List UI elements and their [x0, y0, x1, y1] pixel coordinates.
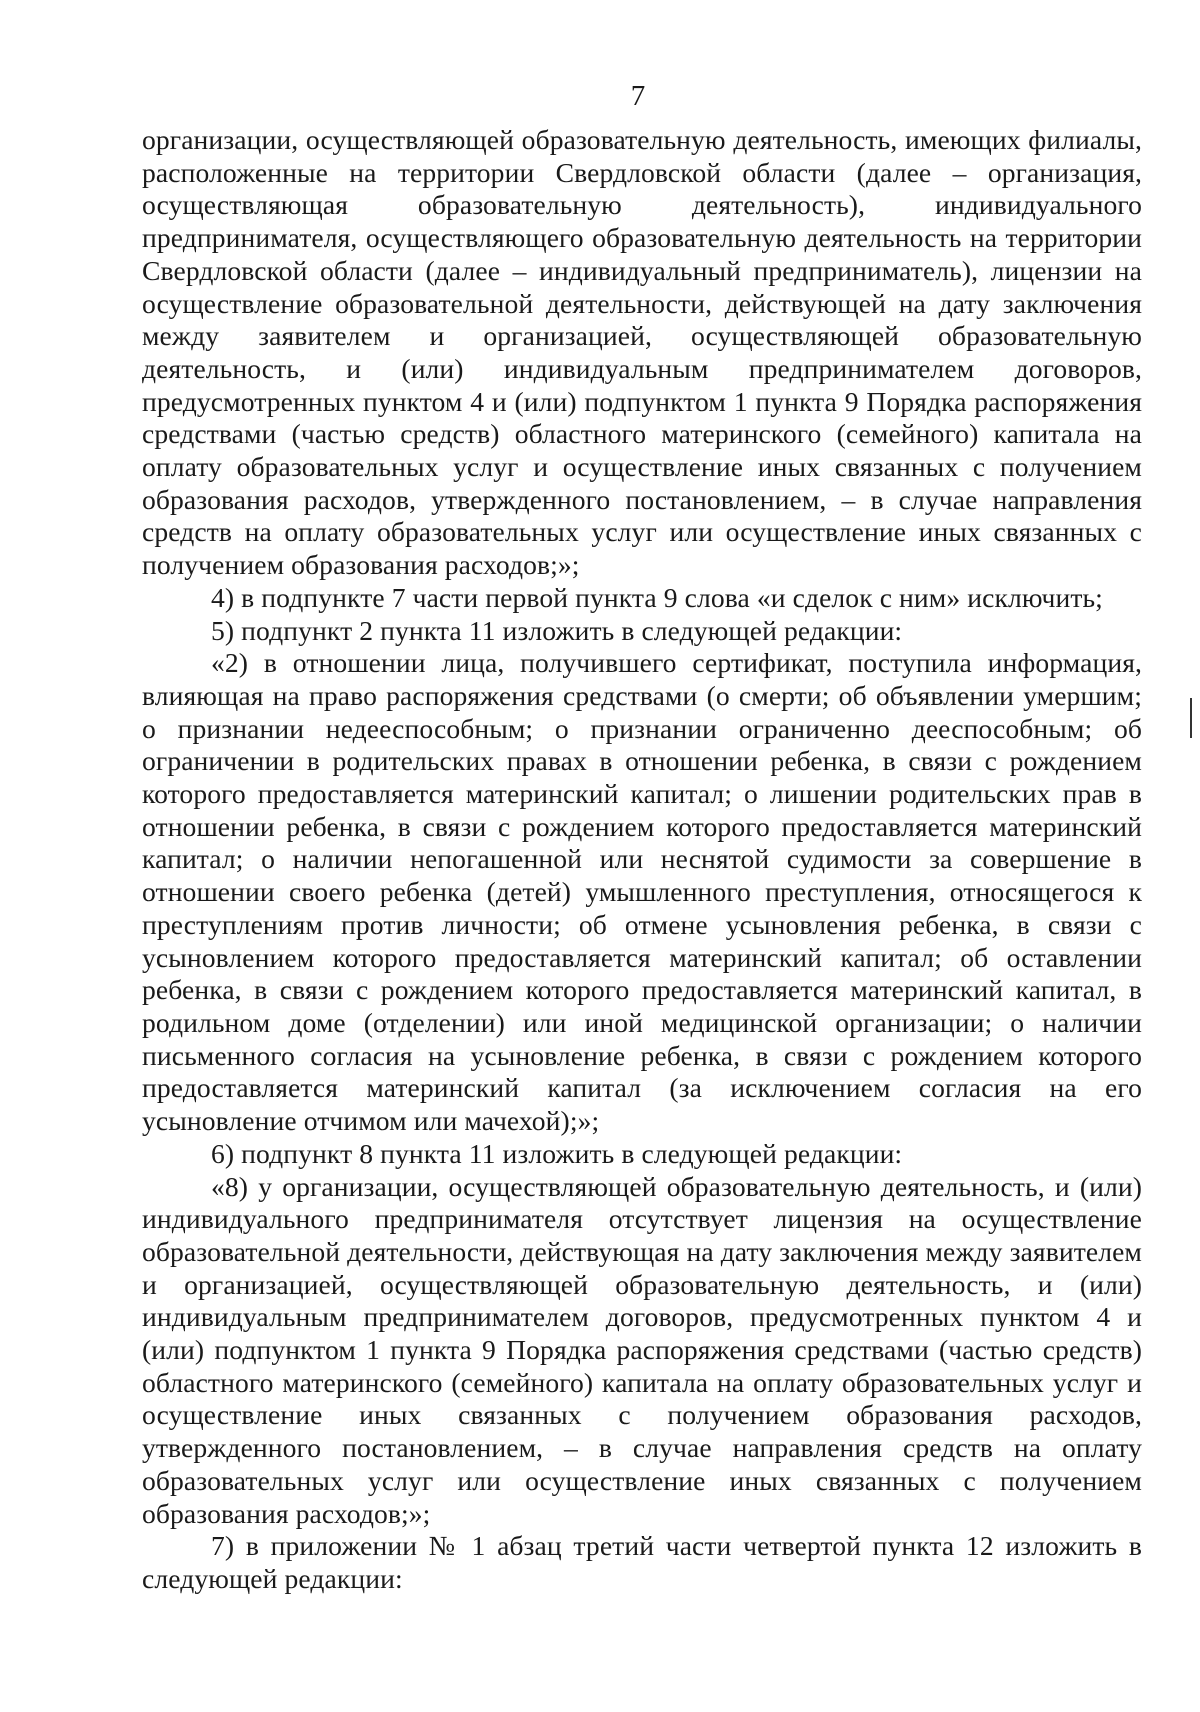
paragraph-item-6: 6) подпункт 8 пункта 11 изложить в следующей редакции:	[211, 1137, 903, 1169]
page-number: 7	[630, 80, 646, 112]
document-body	[142, 124, 1142, 1596]
paragraph-item-5: 5) подпункт 2 пункта 11 изложить в следующей редакции:	[211, 614, 903, 646]
paragraph-item-4: 4) в подпункте 7 части первой пункта 9 слова «и сделок с ним» исключить;	[211, 581, 1103, 613]
paragraph-continuation: организации, осуществляющей образовательную деятельность, имеющих филиалы, расположенные на территории Свердловской области (далее – организация, осуществляющая образовательную деятельность), индивидуального предпринимателя, осуществляющего образовательную деятельность на территории Свердловской области (далее – индивидуальный предприниматель), лицензии на осуществление образовательной деятельности, действующей на дату заключения между заявителем и организацией, осуществляющей образовательную деятельность, и (или) индивидуальным предпринимателем договоров, предусмотренных пунктом 4 и (или) подпунктом 1 пункта 9 Порядка распоряжения средствами (частью средств) областного материнского (семейного) капитала на оплату образовательных услуг и осуществление иных связанных с получением образования расходов, утвержденного постановлением, – в случае направления средств на оплату образовательных услуг или осуществление иных связанных с получением образования расходов;»;	[142, 124, 1142, 581]
paragraph-item-7: 7) в приложении № 1 абзац третий части четвертой пункта 12 изложить в следующей редакции:	[142, 1530, 1142, 1594]
margin-mark	[1190, 698, 1192, 738]
paragraph-quote-8: «8) у организации, осуществляющей образовательную деятельность, и (или) индивидуального предпринимателя отсутствует лицензия на осуществление образовательной деятельности, действующая на дату заключения между заявителем и организацией, осуществляющей образовательную деятельность, и (или) индивидуальным предпринимателем договоров, предусмотренных пунктом 4 и (или) подпунктом 1 пункта 9 Порядка распоряжения средствами (частью средств) областного материнского (семейного) капитала на оплату образовательных услуг и осуществление иных связанных с получением образования расходов, утвержденного постановлением, – в случае направления средств на оплату образовательных услуг или осуществление иных связанных с получением образования расходов;»;	[142, 1170, 1142, 1529]
paragraph-quote-2: «2) в отношении лица, получившего сертификат, поступила информация, влияющая на право распоряжения средствами (о смерти; об объявлении умершим; о признании недееспособным; о признании ограниченно дееспособным; об ограничении в родительских правах в отношении ребенка, в связи с рождением которого предоставляется материнский капитал; о лишении родительских прав в отношении ребенка, в связи с рождением которого предоставляется материнский капитал; о наличии непогашенной или неснятой судимости за совершение в отношении своего ребенка (детей) умышленного преступления, относящегося к преступлениям против личности; об отмене усыновления ребенка, в связи с усыновлением которого предоставляется материнский капитал; об оставлении ребенка, в связи с рождением которого предоставляется материнский капитал, в родильном доме (отделении) или иной медицинской организации; о наличии письменного согласия на усыновление ребенка, в связи с рождением которого предоставляется материнский капитал (за исключением согласия на его усыновление отчимом или мачехой);»;	[142, 647, 1142, 1137]
